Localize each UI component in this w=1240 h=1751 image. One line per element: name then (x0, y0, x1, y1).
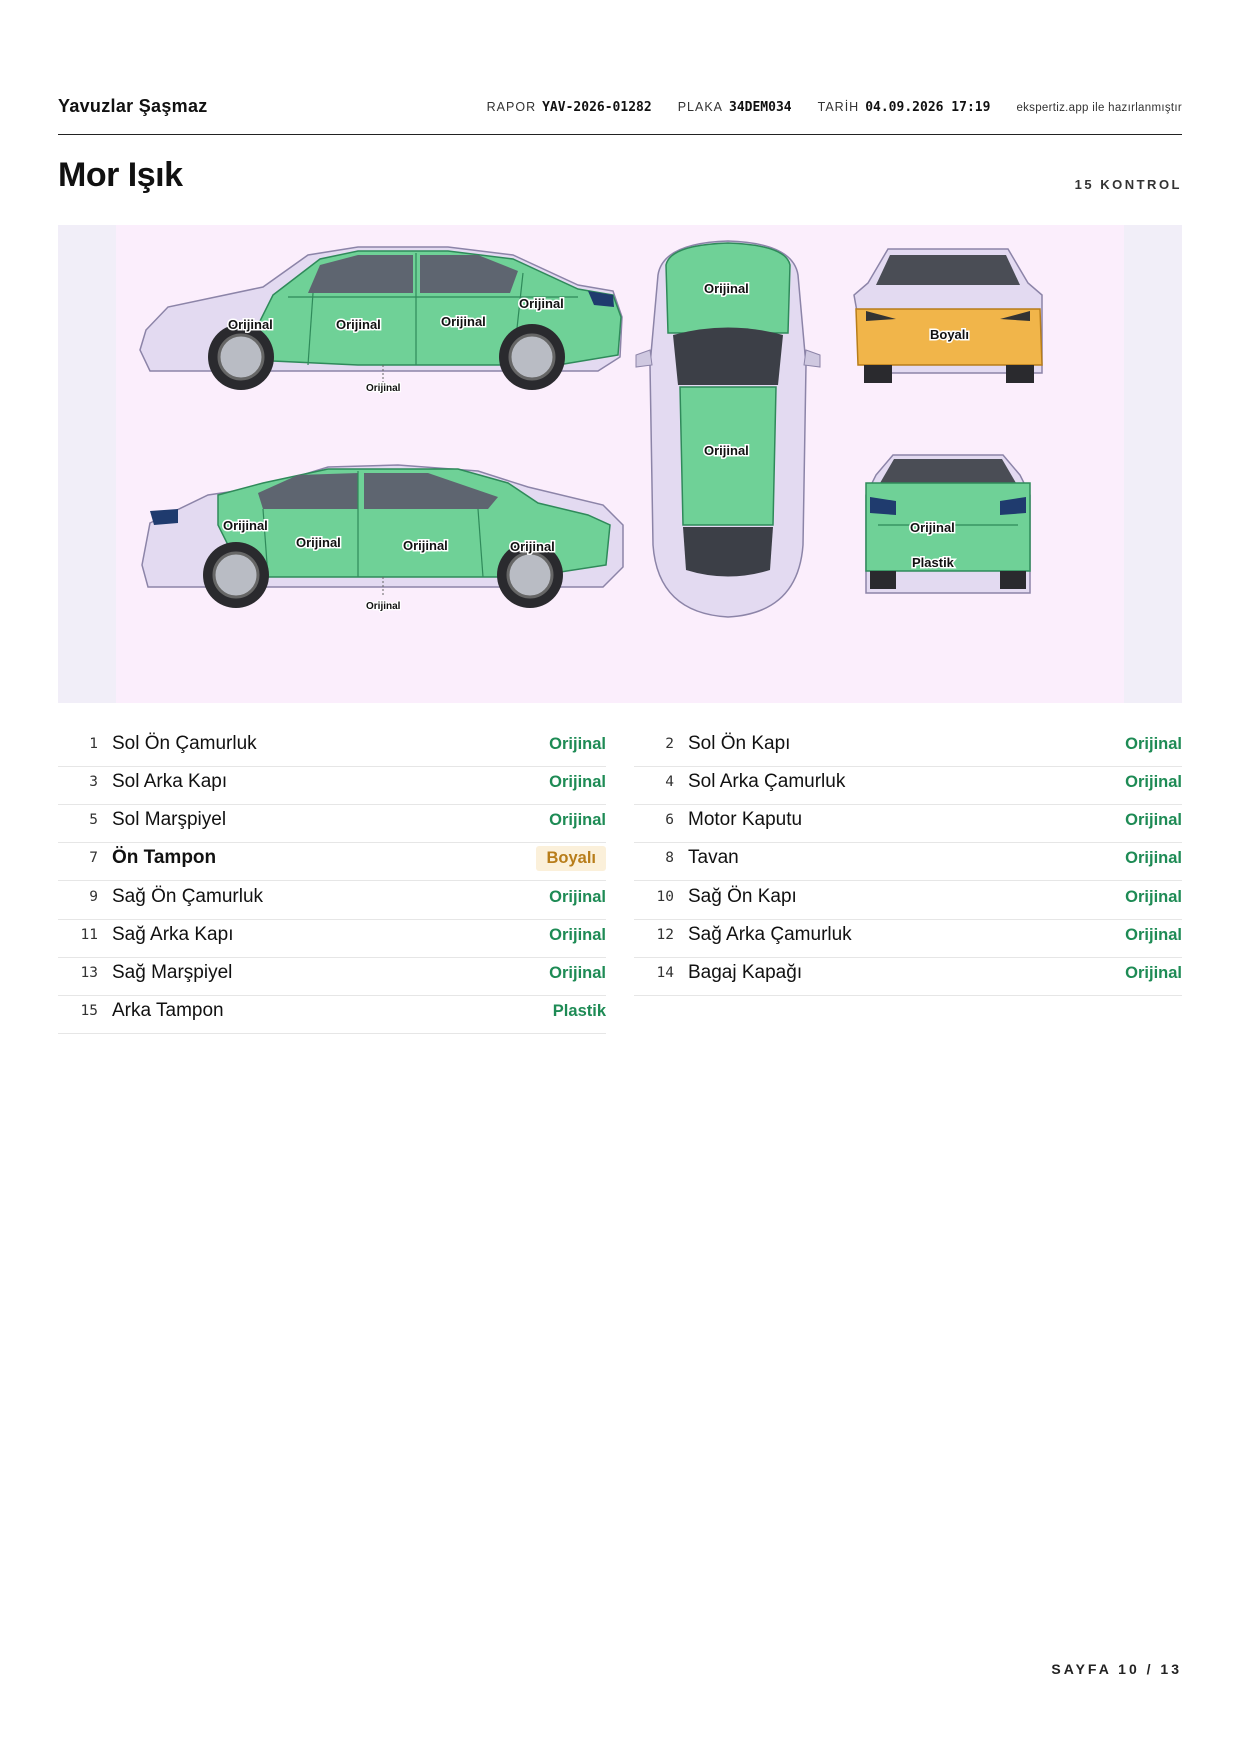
part-number: 1 (89, 736, 98, 752)
part-status-badge: Orijinal (549, 926, 606, 944)
part-name: Sağ Ön Kapı (688, 886, 797, 907)
date-label: TARİH (817, 100, 860, 114)
part-row (634, 800, 1182, 843)
date (818, 100, 991, 115)
label-right-sill: Orijinal (366, 601, 401, 612)
plate-value: 34DEM034 (729, 100, 792, 115)
label-roof: Orijinal (704, 443, 749, 458)
car-rear-view (866, 455, 1030, 593)
label-left-sill: Orijinal (366, 383, 401, 394)
part-number: 15 (80, 1003, 98, 1019)
part-status-badge: Orijinal (1125, 849, 1182, 867)
report-label: RAPOR (486, 100, 537, 114)
part-status-badge: Orijinal (1125, 773, 1182, 791)
check-count: 15 KONTROL (1074, 177, 1182, 192)
part-row (58, 724, 606, 767)
part-number: 5 (89, 812, 98, 828)
label-left-front-door: Orijinal (336, 317, 381, 332)
part-number: 8 (665, 850, 674, 866)
part-status-badge: Orijinal (549, 773, 606, 791)
car-diagram (58, 225, 1182, 703)
part-row (58, 800, 606, 843)
part-name: Arka Tampon (112, 1000, 224, 1021)
part-number: 3 (89, 774, 98, 790)
part-name: Ön Tampon (112, 847, 217, 868)
part-name: Motor Kaputu (688, 809, 803, 830)
car-front-view (854, 249, 1042, 383)
part-name: Sağ Marşpiyel (112, 962, 233, 983)
part-name: Sol Marşpiyel (112, 809, 227, 830)
part-row (58, 991, 606, 1034)
part-row (58, 762, 606, 805)
page-number: SAYFA 10 / 13 (1051, 1661, 1182, 1677)
company-name: Yavuzlar Şaşmaz (58, 96, 208, 116)
part-status-badge: Orijinal (549, 735, 606, 753)
report-page (58, 0, 1182, 1751)
plate (678, 100, 792, 115)
part-number: 11 (80, 927, 98, 943)
label-right-rear-door: Orijinal (296, 535, 341, 550)
part-status-badge: Orijinal (549, 811, 606, 829)
part-number: 13 (80, 965, 98, 981)
part-status-badge: Orijinal (1125, 811, 1182, 829)
part-name: Sol Arka Kapı (112, 771, 228, 792)
label-trunk: Orijinal (910, 520, 955, 535)
part-number: 10 (656, 889, 674, 905)
part-row (58, 953, 606, 996)
part-name: Bagaj Kapağı (688, 962, 803, 983)
plate-label: PLAKA (677, 100, 723, 114)
label-front-bumper: Boyalı (930, 327, 970, 342)
part-status-badge: Orijinal (1125, 964, 1182, 982)
report-meta (487, 100, 1182, 115)
label-right-rear-fender: Orijinal (223, 518, 268, 533)
part-number: 4 (665, 774, 674, 790)
part-status-badge: Orijinal (549, 888, 606, 906)
part-status-badge: Orijinal (549, 964, 606, 982)
part-status-badge: Orijinal (1125, 926, 1182, 944)
part-row (58, 915, 606, 958)
label-hood: Orijinal (704, 281, 749, 296)
part-number: 9 (89, 889, 98, 905)
part-number: 12 (656, 927, 674, 943)
part-name: Sol Ön Çamurluk (112, 733, 257, 754)
part-number: 2 (665, 736, 674, 752)
part-name: Sol Ön Kapı (688, 733, 791, 754)
part-row (58, 877, 606, 920)
part-row (634, 724, 1182, 767)
report-number (487, 100, 652, 115)
part-row (634, 877, 1182, 920)
part-row (634, 953, 1182, 996)
part-name: Sağ Arka Çamurluk (688, 924, 852, 945)
label-left-front-fender: Orijinal (228, 317, 273, 332)
label-left-rear-fender: Orijinal (519, 296, 564, 311)
part-status-badge: Boyalı (536, 846, 606, 871)
label-rear-bumper: Plastik (912, 555, 954, 570)
part-number: 7 (89, 850, 98, 866)
part-name: Sağ Arka Kapı (112, 924, 234, 945)
part-number: 14 (656, 965, 674, 981)
part-status-badge: Orijinal (1125, 735, 1182, 753)
brand-note: ekspertiz.app ile hazırlanmıştır (1016, 102, 1182, 114)
part-row (634, 915, 1182, 958)
part-row (58, 838, 606, 881)
part-number: 6 (665, 812, 674, 828)
label-right-front-fender: Orijinal (510, 539, 555, 554)
report-value: YAV-2026-01282 (542, 100, 652, 115)
part-row (634, 762, 1182, 805)
label-left-rear-door: Orijinal (441, 314, 486, 329)
car-top-view (636, 241, 820, 617)
report-header (58, 94, 1182, 135)
part-name: Sol Arka Çamurluk (688, 771, 846, 792)
part-name: Sağ Ön Çamurluk (112, 886, 264, 907)
car-diagram-svg (58, 225, 1182, 703)
part-status-badge: Orijinal (1125, 888, 1182, 906)
part-row (634, 838, 1182, 881)
part-name: Tavan (688, 847, 739, 868)
part-status-badge: Plastik (552, 1002, 606, 1020)
page-title: Mor Işık (58, 156, 183, 194)
date-value: 04.09.2026 17:19 (865, 100, 991, 115)
label-right-front-door: Orijinal (403, 538, 448, 553)
